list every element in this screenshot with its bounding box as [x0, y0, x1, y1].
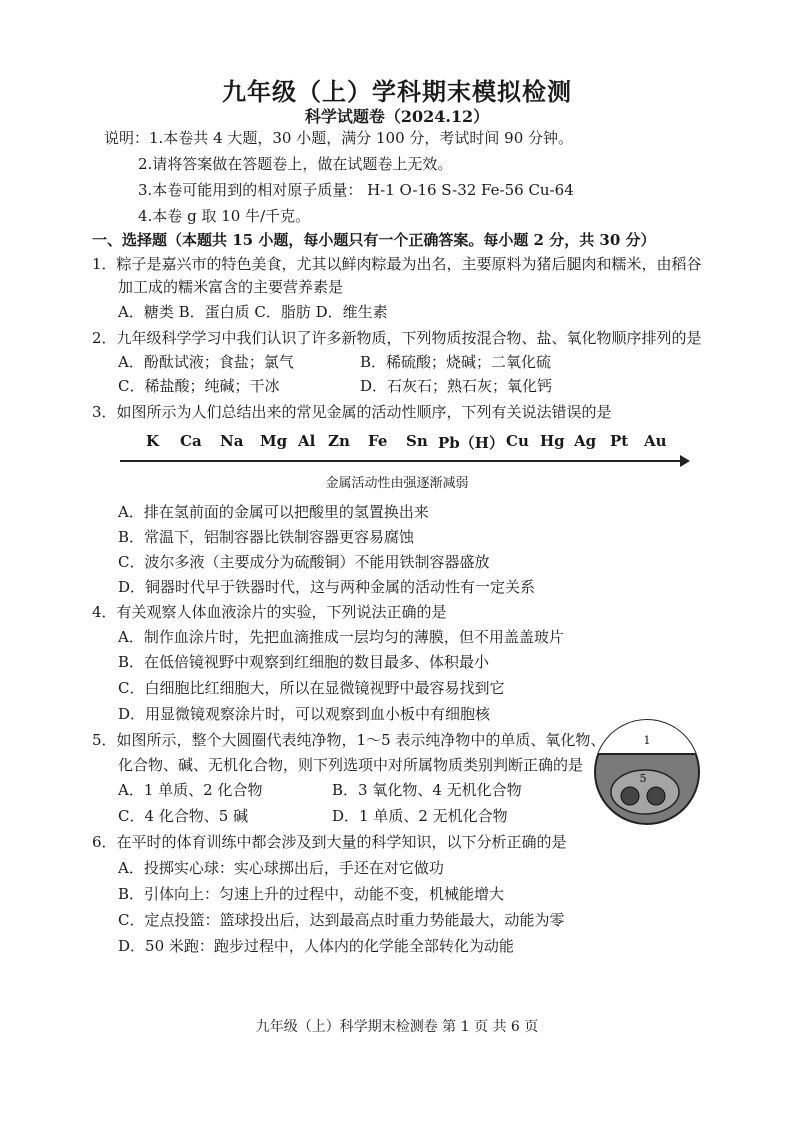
element-label: Ag [574, 432, 597, 450]
element-label: Pb（H） [438, 434, 504, 452]
arrow-caption: 金属活动性由强逐渐减弱 [325, 476, 469, 491]
diagram-label-1: 1 [643, 734, 651, 747]
q5-option-c: C．4 化合物、5 碱 [118, 807, 249, 825]
q5-option-b: B．3 氧化物、4 无机化合物 [332, 781, 522, 799]
q6-option-b: B．引体向上：匀速上升的过程中，动能不变，机械能增大 [118, 885, 505, 903]
q2-option-b: B．稀硫酸；烧碱；二氧化硫 [360, 353, 552, 371]
page-footer: 九年级（上）科学期末检测卷 第 1 页 共 6 页 [255, 1019, 539, 1035]
q6-option-c: C．定点投篮：篮球投出后，达到最高点时重力势能最大，动能为零 [118, 911, 565, 929]
q6-option-a: A．投掷实心球：实心球掷出后，手还在对它做功 [118, 859, 444, 877]
q1-options: A．糖类 B．蛋白质 C．脂肪 D．维生素 [118, 303, 388, 321]
q2-option-c: C．稀盐酸；纯碱；干冰 [118, 377, 280, 395]
q5-stem-line1: 5．如图所示，整个大圆圈代表纯净物，1～5 表示纯净物中的单质、氧化物、 [92, 731, 606, 749]
instruction-1: 说明：1.本卷共 4 大题，30 小题，满分 100 分，考试时间 90 分钟。 [104, 129, 574, 147]
region-small-left [621, 787, 639, 805]
element-label: Sn [406, 432, 428, 450]
q2-option-a: A．酚酞试液；食盐；氯气 [118, 353, 294, 371]
q2-option-d: D．石灰石；熟石灰；氧化钙 [360, 377, 553, 395]
element-label: Hg [540, 432, 565, 450]
page-subtitle: 科学试题卷（2024.12） [304, 107, 490, 126]
instruction-4: 4.本卷 g 取 10 牛/千克。 [138, 207, 311, 225]
q5-stem-line2: 化合物、碱、无机化合物，则下列选项中对所属物质类别判断正确的是 [118, 756, 584, 774]
q1-stem-line2: 加工成的糯米富含的主要营养素是 [118, 278, 344, 296]
element-label: K [146, 432, 160, 450]
q3-stem: 3．如图所示为人们总结出来的常见金属的活动性顺序，下列有关说法错误的是 [92, 403, 612, 421]
diagram-label-5: 5 [639, 772, 647, 785]
q5-option-a: A．1 单质、2 化合物 [118, 781, 263, 799]
q4-option-b: B．在低倍镜视野中观察到红细胞的数目最多、体积最小 [118, 653, 490, 671]
arrow-head-icon [680, 455, 690, 467]
instruction-2: 2.请将答案做在答题卷上，做在试题卷上无效。 [138, 155, 453, 173]
q6-option-d: D．50 米跑：跑步过程中，人体内的化学能全部转化为动能 [118, 937, 514, 955]
pure-substance-diagram [588, 716, 706, 828]
q3-option-c: C．波尔多液（主要成分为硫酸铜）不能用铁制容器盛放 [118, 553, 490, 571]
element-label: Zn [328, 432, 350, 450]
q3-option-d: D．铜器时代早于铁器时代，这与两种金属的活动性有一定关系 [118, 578, 536, 596]
metal-activity-series [140, 432, 680, 454]
q3-option-b: B．常温下，铝制容器比铁制容器更容易腐蚀 [118, 528, 415, 546]
q4-option-a: A．制作血涂片时，先把血滴推成一层均匀的薄膜，但不用盖盖玻片 [118, 628, 564, 646]
q4-option-d: D．用显微镜观察涂片时，可以观察到血小板中有细胞核 [118, 705, 491, 723]
instruction-3: 3.本卷可能用到的相对原子质量： H-1 O-16 S-32 Fe-56 Cu-64 [138, 181, 574, 199]
q1-stem-line1: 1．粽子是嘉兴市的特色美食，尤其以鲜肉粽最为出名，主要原料为猪后腿肉和糯米，由稻谷 [92, 255, 702, 273]
element-label: Ca [180, 432, 202, 450]
element-label: Pt [610, 432, 629, 450]
q3-option-a: A．排在氢前面的金属可以把酸里的氢置换出来 [118, 503, 429, 521]
q6-stem: 6．在平时的体育训练中都会涉及到大量的科学知识，以下分析正确的是 [92, 833, 567, 851]
q2-stem: 2．九年级科学学习中我们认识了许多新物质，下列物质按混合物、盐、氧化物顺序排列的是 [92, 329, 702, 347]
element-label: Al [298, 432, 316, 450]
element-label: Fe [368, 432, 388, 450]
element-label: Cu [506, 432, 529, 450]
element-label: Mg [260, 432, 288, 450]
section-heading: 一、选择题（本题共 15 小题，每小题只有一个正确答案。每小题 2 分，共 30 分） [92, 231, 656, 249]
q4-stem: 4．有关观察人体血液涂片的实验，下列说法正确的是 [92, 603, 447, 621]
element-label: Na [220, 432, 244, 450]
element-label: Au [644, 432, 667, 450]
q4-option-c: C．白细胞比红细胞大，所以在显微镜视野中最容易找到它 [118, 679, 505, 697]
page-title: 九年级（上）学科期末模拟检测 [222, 77, 572, 106]
activity-arrow-line [120, 460, 686, 462]
q5-option-d: D．1 单质、2 无机化合物 [332, 807, 508, 825]
region-small-right [647, 787, 665, 805]
